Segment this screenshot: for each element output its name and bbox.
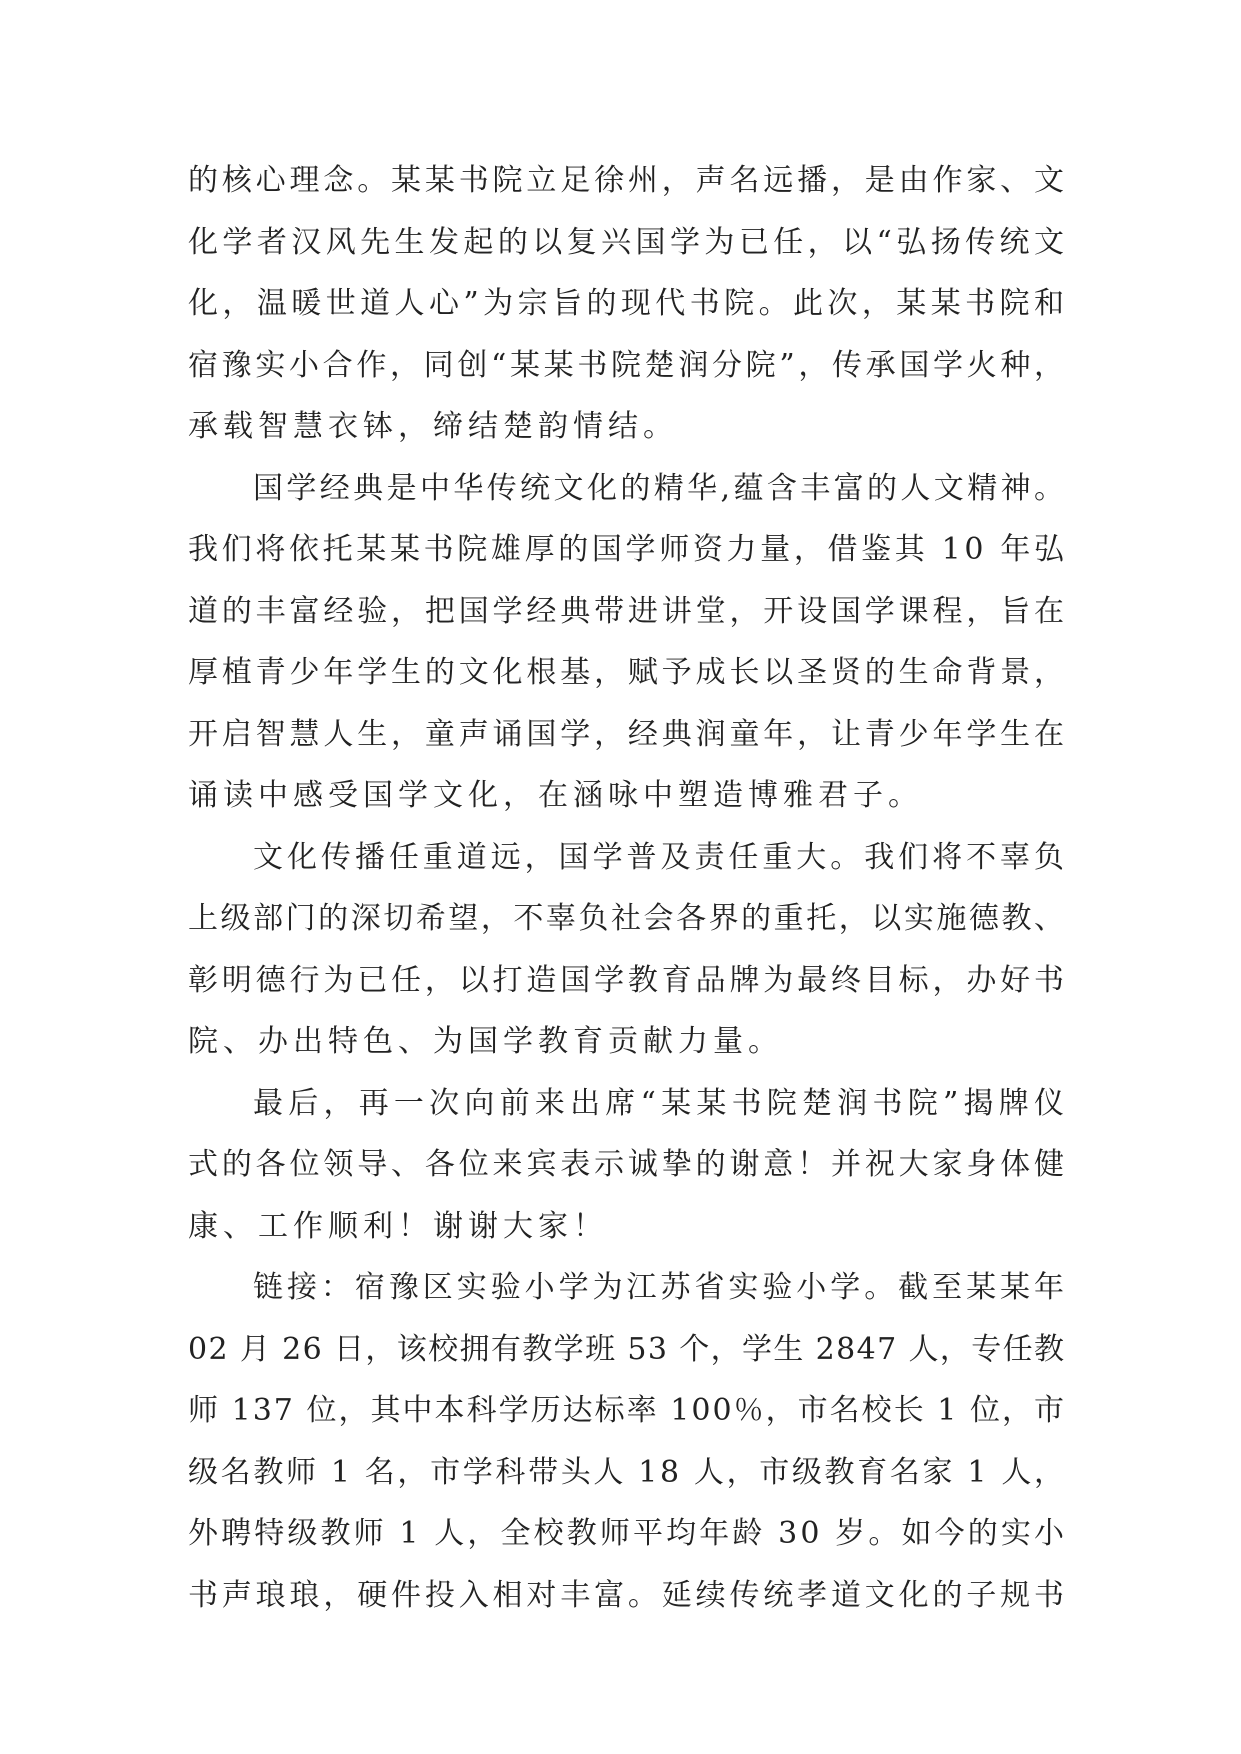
line-text: 开启智慧人生，童声诵国学，经典润童年，让青少年学生在 [188,716,1068,752]
line-text: 级名教师 1 名，市学科带头人 18 人，市级教育名家 1 人， [188,1454,1067,1490]
line-text: 厚植青少年学生的文化根基，赋予成长以圣贤的生命背景， [188,655,1068,690]
paragraph-first-line [188,1267,1068,1308]
line-text: 宿豫实小合作，同创“某某书院楚润分院”，传承国学火种， [188,347,1068,383]
text-line [188,591,1068,632]
paragraph-first-line [188,837,1068,878]
line-text: 式的各位领导、各位来宾表示诚挚的谢意！并祝大家身体健 [188,1147,1068,1182]
body-text [188,160,1070,1636]
line-text: 国学经典是中华传统文化的精华,蕴含丰富的人文精神。 [253,470,1068,506]
text-line [188,1329,1064,1370]
line-text: 承载智慧衣钵，缔结楚韵情结。 [188,409,678,444]
line-text: 的核心理念。某某书院立足徐州，声名远播，是由作家、文 [188,163,1068,198]
text-line [188,1144,1068,1185]
text-line [188,1513,1068,1554]
text-line [188,222,1069,263]
line-text: 师 137 位，其中本科学历达标率 100％，市名校长 1 位，市 [188,1393,1067,1428]
text-line [188,283,1069,324]
line-text: 化，温暖世道人心”为宗旨的现代书院。此次，某某书院和 [188,286,1069,321]
line-text: 我们将依托某某书院雄厚的国学师资力量，借鉴其 10 年弘 [188,532,1068,567]
text-line [188,652,1068,693]
text-line [188,529,1068,570]
line-text: 院、办出特色、为国学教育贡献力量。 [188,1024,783,1059]
text-line [188,160,1068,201]
line-text: 文化传播任重道远，国学普及责任重大。我们将不辜负 [253,839,1068,875]
text-line [188,1206,1064,1247]
text-line [188,714,1068,755]
text-line [188,960,1068,1001]
line-text: 诵读中感受国学文化，在涵咏中塑造博雅君子。 [188,778,923,813]
line-text: 链接：宿豫区实验小学为江苏省实验小学。截至某某年 [253,1270,1068,1305]
text-line [188,345,1068,386]
line-text: 彰明德行为已任，以打造国学教育品牌为最终目标，办好书 [188,962,1068,998]
text-line [188,1575,1068,1616]
line-text: 外聘特级教师 1 人，全校教师平均年龄 30 岁。如今的实小 [188,1516,1068,1551]
line-text: 化学者汉风先生发起的以复兴国学为已任，以“弘扬传统文 [188,224,1069,260]
text-line [188,1452,1067,1493]
paragraph-first-line [188,1083,1070,1124]
text-line [188,1021,1064,1062]
line-text: 最后，再一次向前来出席“某某书院楚润书院”揭牌仪 [253,1085,1070,1121]
line-text: 上级部门的深切希望，不辜负社会各界的重托，以实施德教、 [188,901,1067,936]
text-line [188,775,1064,816]
text-line [188,1390,1067,1431]
line-text: 02 月 26 日，该校拥有教学班 53 个，学生 2847 人，专任教 [188,1331,1066,1367]
line-text: 道的丰富经验，把国学经典带进讲堂，开设国学课程，旨在 [188,593,1068,629]
text-line [188,406,1064,447]
line-text: 书声琅琅，硬件投入相对丰富。延续传统孝道文化的子规书 [188,1577,1068,1613]
paragraph-first-line [188,468,1068,509]
line-text: 康、工作顺利！谢谢大家！ [188,1208,608,1244]
text-line [188,898,1067,939]
